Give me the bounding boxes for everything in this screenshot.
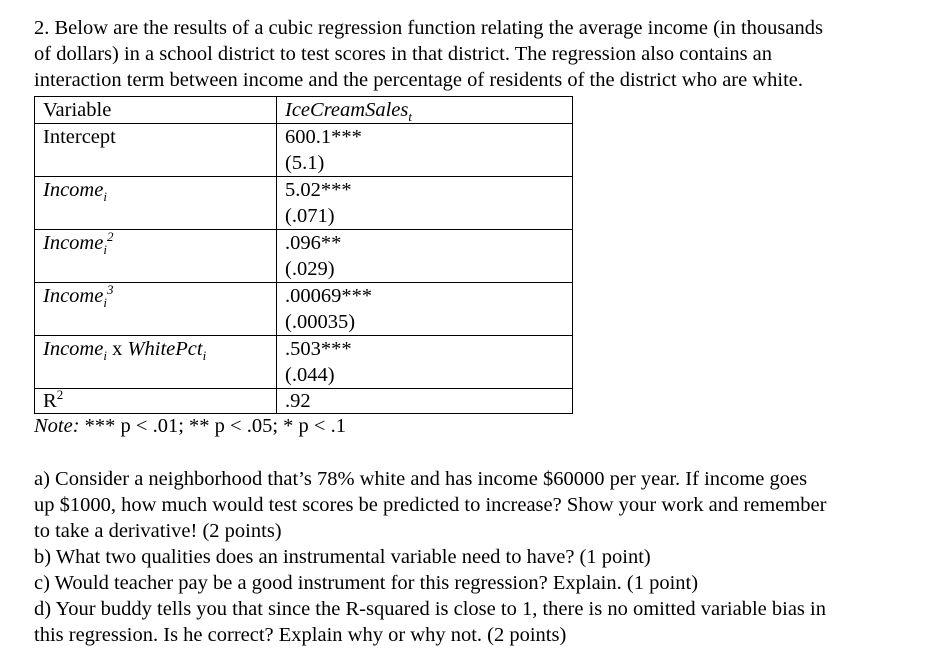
r-exponent: 2	[56, 387, 64, 403]
question-parts	[34, 466, 934, 648]
variable-exponent: 2	[106, 229, 114, 245]
standard-error: (5.1)	[285, 152, 325, 174]
variable-subscript: i	[103, 242, 107, 258]
r-squared-label	[35, 389, 277, 414]
question-line: to take a derivative! (2 points)	[34, 520, 282, 542]
variable-header: Variable	[35, 97, 277, 124]
r-squared-value: .92	[277, 389, 573, 414]
variable-name: Income	[43, 285, 104, 307]
question-line: up $1000, how much would test scores be predicted to increase? Show your work and remember	[34, 494, 827, 516]
table-row	[35, 283, 573, 336]
dependent-variable-subscript: t	[408, 109, 412, 125]
regression-table	[34, 96, 573, 414]
intercept-label: Intercept	[35, 124, 277, 177]
variable-subscript: i	[103, 295, 107, 311]
variable-subscript: i	[103, 189, 107, 205]
variable-name: WhitePct	[127, 338, 203, 360]
question-line: d) Your buddy tells you that since the R-squared is close to 1, there is no omitted variable bias in	[34, 598, 826, 620]
variable-name: Income	[43, 232, 104, 254]
coefficient: 5.02***	[285, 179, 352, 201]
intro-line: 2. Below are the results of a cubic regression function relating the average income (in thousands	[34, 17, 823, 39]
dependent-variable-header	[277, 97, 573, 124]
note-text: *** p < .01; ** p < .05; * p < .1	[79, 415, 346, 437]
intro-line: interaction term between income and the percentage of residents of the district who are white.	[34, 69, 804, 91]
interaction-values	[277, 336, 573, 389]
standard-error: (.071)	[285, 205, 335, 227]
significance-note	[34, 413, 346, 439]
variable-name: Income	[43, 338, 104, 360]
question-line: b) What two qualities does an instrumental variable need to have? (1 point)	[34, 546, 651, 568]
income-cubed-label	[35, 283, 277, 336]
standard-error: (.00035)	[285, 311, 356, 333]
question-line: a) Consider a neighborhood that’s 78% white and has income $60000 per year. If income goes	[34, 468, 808, 490]
r-squared-row	[35, 389, 573, 414]
table-row	[35, 177, 573, 230]
dependent-variable-name: IceCreamSales	[285, 99, 409, 121]
times-sign: x	[106, 338, 128, 360]
income-label	[35, 177, 277, 230]
coefficient: 600.1***	[285, 126, 362, 148]
intercept-values	[277, 124, 573, 177]
question-line: c) Would teacher pay be a good instrument for this regression? Explain. (1 point)	[34, 572, 699, 594]
income-cubed-values	[277, 283, 573, 336]
question-line: this regression. Is he correct? Explain why or why not. (2 points)	[34, 624, 567, 646]
variable-name: Income	[43, 179, 104, 201]
standard-error: (.044)	[285, 364, 335, 386]
variable-subscript: i	[103, 348, 107, 364]
coefficient: .503***	[285, 338, 352, 360]
note-label: Note:	[34, 415, 80, 437]
income-squared-values	[277, 230, 573, 283]
table-row	[35, 230, 573, 283]
coefficient: .096**	[285, 232, 342, 254]
variable-subscript: i	[202, 348, 207, 364]
income-squared-label	[35, 230, 277, 283]
question-2-intro	[34, 15, 934, 93]
r-label: R	[43, 390, 57, 412]
income-values	[277, 177, 573, 230]
table-row	[35, 124, 573, 177]
table-row	[35, 336, 573, 389]
standard-error: (.029)	[285, 258, 335, 280]
table-header-row	[35, 97, 573, 124]
interaction-label	[35, 336, 277, 389]
coefficient: .00069***	[285, 285, 373, 307]
intro-line: of dollars) in a school district to test scores in that district. The regression also contains an	[34, 43, 773, 65]
variable-exponent: 3	[106, 282, 114, 298]
